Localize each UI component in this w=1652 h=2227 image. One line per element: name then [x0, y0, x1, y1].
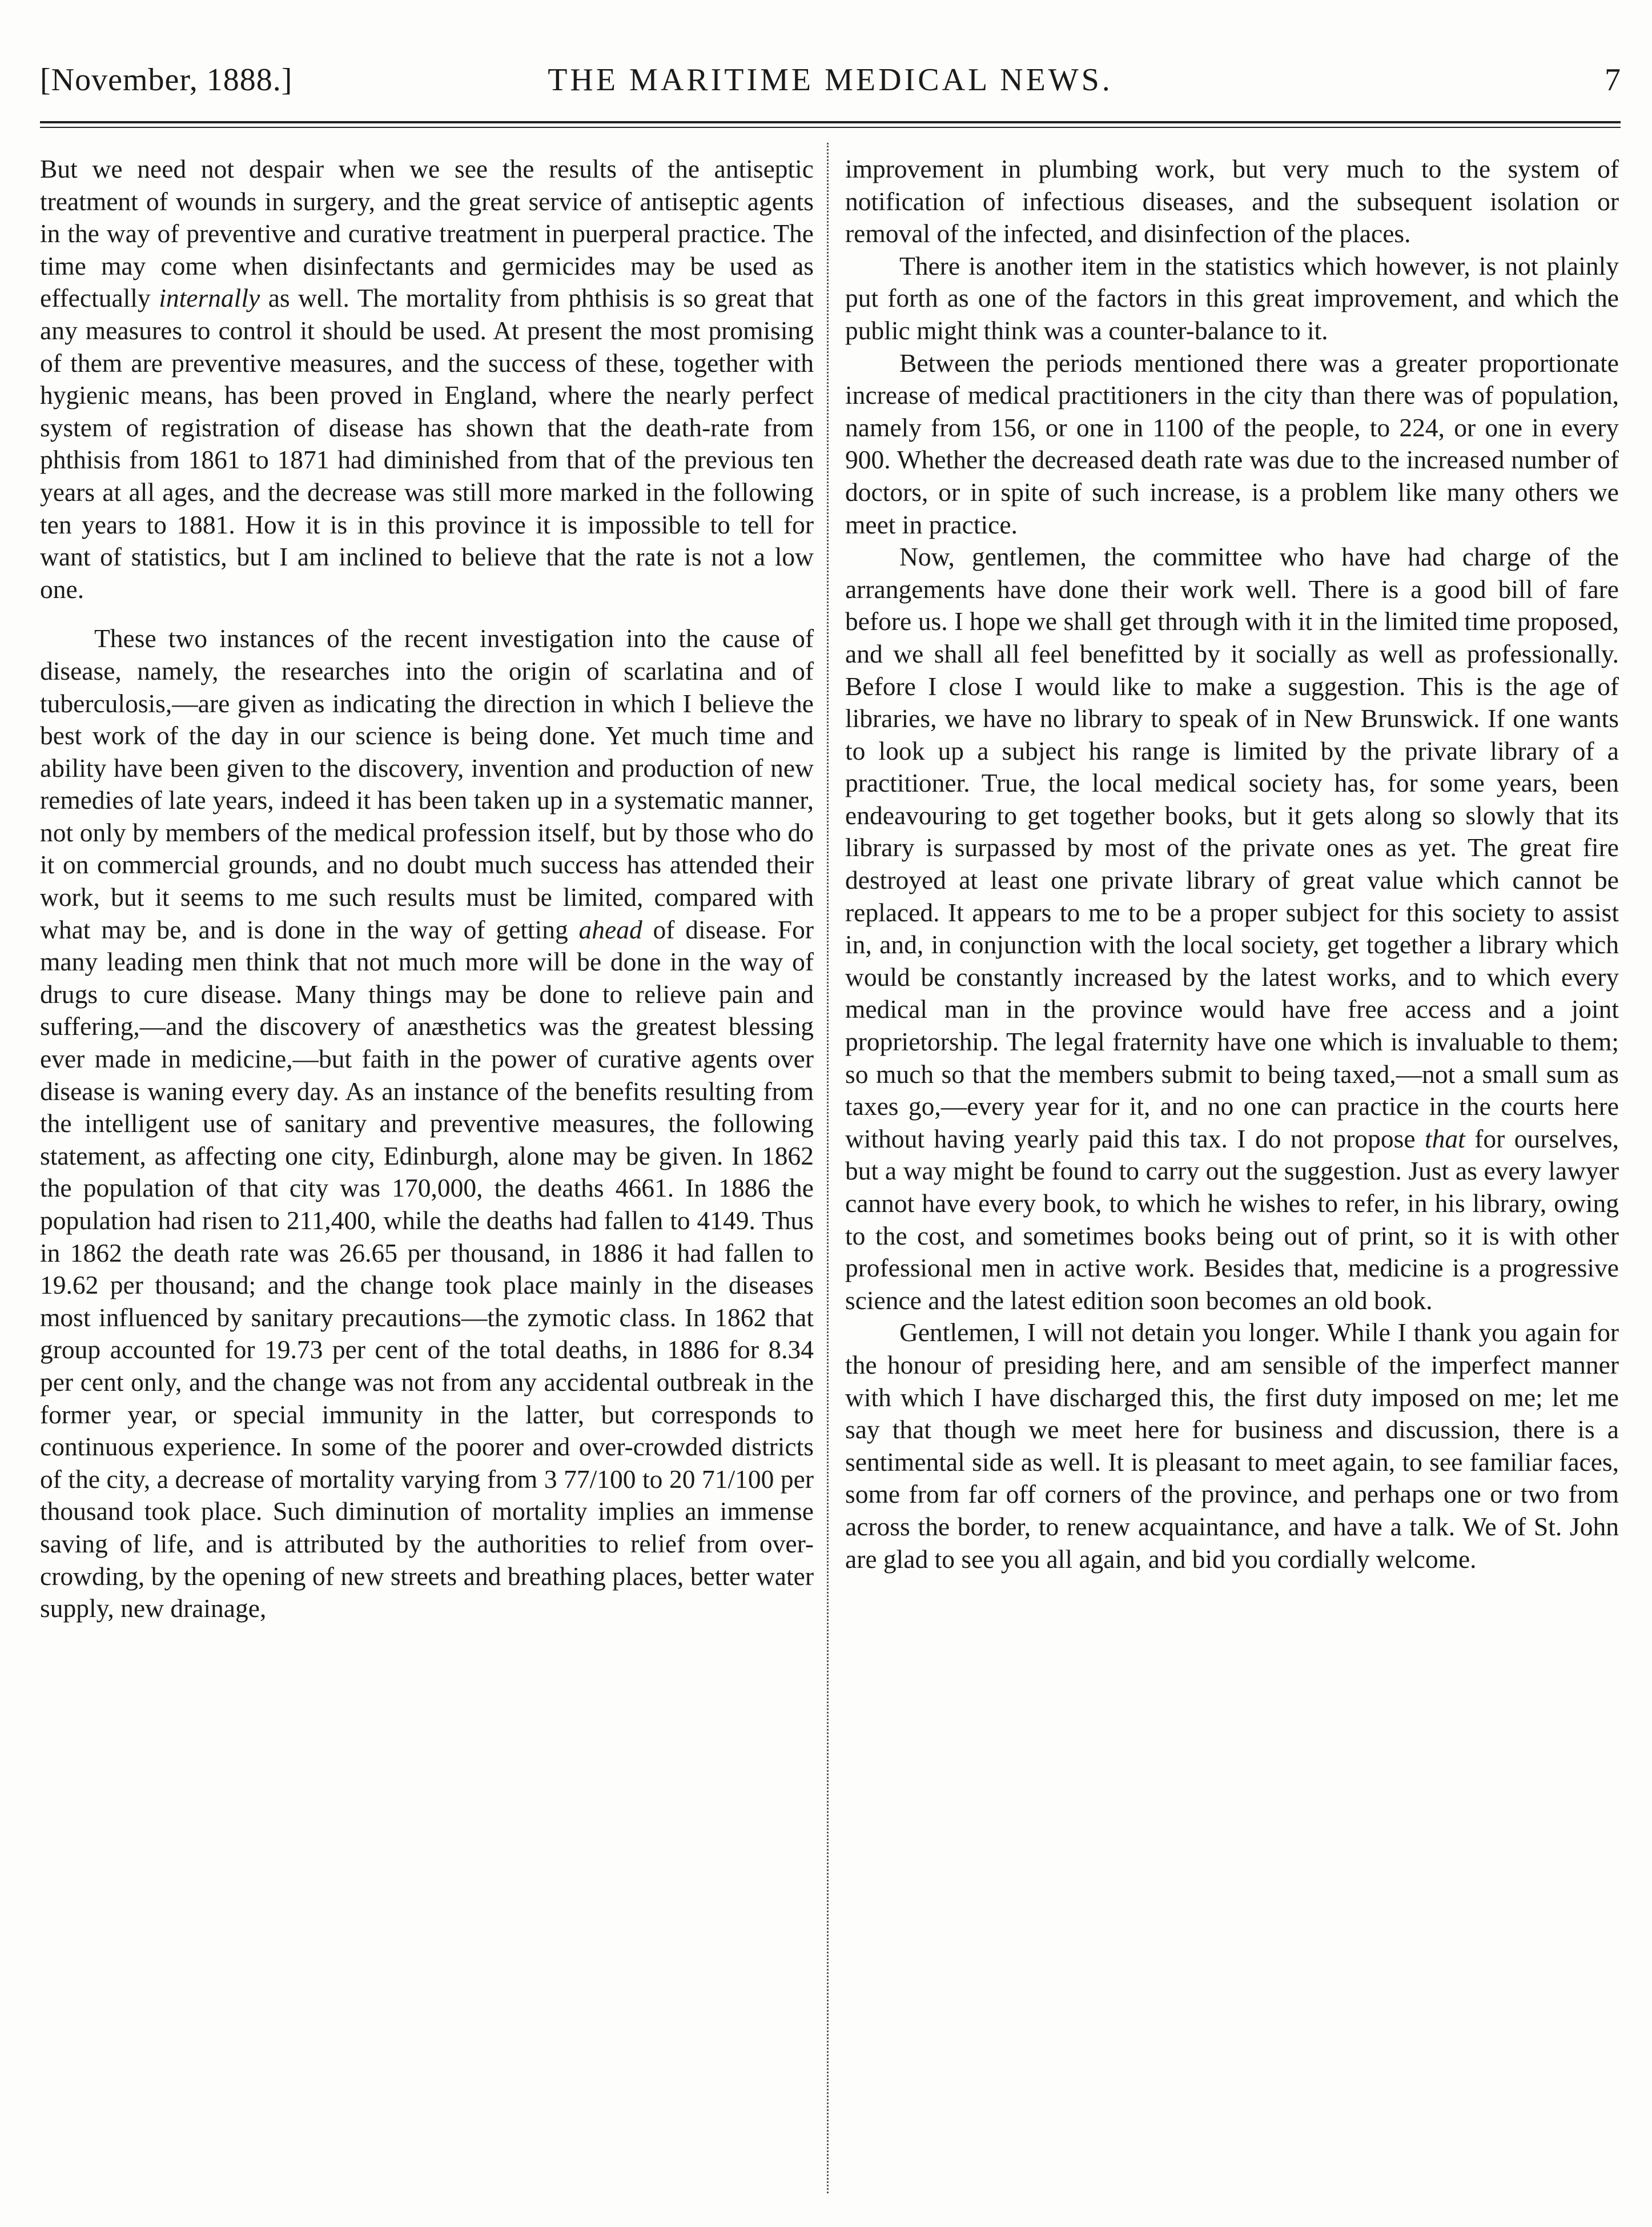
paragraph: These two instances of the recent investigation into the cause of disease, namely, the researches into the origin of scarlatina and of tuberculosis,—are given as indicating the direction in which I believe the best work of the day in our science is being done. Yet much time and ability have been given to the discovery, invention and production of new remedies of late years, indeed it has been taken up in a systematic manner, not only by members of the medical profession itself, but by those who do it on commercial grounds, and no doubt much success has attended their work, but it seems to me such results must be limited, compared with what may be, and is done in the way of getting ahead of disease. For many leading men think that not much more will be done in the way of drugs to cure disease. Many things may be done to relieve pain and suffering,—and the discovery of anæsthetics was the greatest blessing ever made in medicine,—but faith in the power of curative agents over disease is waning every day. As an instance of the benefits resulting from the intelligent use of sanitary and preventive measures, the following statement, as affecting one city, Edinburgh, alone may be given. In 1862 the population of that city was 170,000, the deaths 4661. In 1886 the population had risen to 211,400, while the deaths had fallen to 4149. Thus in 1862 the death rate was 26.65 per thousand, in 1886 it had fallen to 19.62 per thousand; and the change took place mainly in the diseases most influenced by sanitary precautions—the zymotic class. In 1862 that group accounted for 19.73 per cent of the total deaths, in 1886 for 8.34 per cent only, and the change was not from any accidental outbreak in the former year, or special immunity in the latter, but corresponds to continuous experience. In some of the poorer and over-crowded districts of the city, a decrease of mortality varying from 3 77/100 to 20 71/100 per thousand took place. Such diminution of mortality implies an immense saving of life, and is attributed by the authorities to relief from over-crowding, by the opening of new streets and breathing places, better water supply, new drainage,: [40, 624, 814, 1623]
header-rule-thin: [40, 127, 1621, 128]
issue-date: [November, 1888.]: [40, 62, 293, 98]
left-column: [40, 153, 814, 1625]
running-header: [40, 57, 1621, 103]
paragraph: Between the periods mentioned there was a greater proportionate increase of medical practitioners in the city than there was of population, namely from 156, or one in 1100 of the people, to 224, or one in every 900. Whether the decreased death rate was due to the increased number of doctors, or in spite of such increase, is a problem like many others we meet in practice.: [845, 348, 1619, 539]
column-divider: [827, 143, 829, 2193]
paragraph: There is another item in the statistics which however, is not plainly put forth as one of the factors in this great improvement, and which the public might think was a counter-balance to it.: [845, 251, 1619, 345]
page-number: 7: [1605, 62, 1621, 98]
paragraph: But we need not despair when we see the results of the antiseptic treatment of wounds in surgery, and the great service of antiseptic agents in the way of preventive and curative treatment in puerperal practice. The time may come when disinfectants and germicides may be used as effectually internally as well. The mortality from phthisis is so great that any measures to control it should be used. At present the most promising of them are preventive measures, and the success of these, together with hygienic means, has been proved in England, where the nearly perfect system of registration of disease has shown that the death-rate from phthisis from 1861 to 1871 had diminished from that of the previous ten years at all ages, and the decrease was still more marked in the following ten years to 1881. How it is in this province it is impossible to tell for want of statistics, but I am inclined to believe that the rate is not a low one.: [40, 154, 814, 604]
header-rule: [40, 121, 1621, 123]
paragraph: Gentlemen, I will not detain you longer. While I thank you again for the honour of presiding here, and am sensible of the imperfect manner with which I have discharged this, the first duty imposed on me; let me say that though we meet here for business and discussion, there is a sentimental side as well. It is pleasant to meet again, to see familiar faces, some from far off corners of the province, and perhaps one or two from across the border, to renew acquaintance, and have a talk. We of St. John are glad to see you all again, and bid you cordially welcome.: [845, 1318, 1619, 1574]
paragraph: Now, gentlemen, the committee who have had charge of the arrangements have done their work well. There is a good bill of fare before us. I hope we shall get through with it in the limited time proposed, and we shall all feel benefitted by it socially as well as professionally. Before I close I would like to make a suggestion. This is the age of libraries, we have no library to speak of in New Brunswick. If one wants to look up a subject his range is limited by the private library of a practitioner. True, the local medical society has, for some years, been endeavouring to get together books, but it gets along so slowly that its library is surpassed by most of the private ones as yet. The great fire destroyed at least one private library of great value which cannot be replaced. It appears to me to be a proper subject for this society to assist in, and, in conjunction with the local society, get together a library which would be constantly increased by the latest works, and to which every medical man in the province would have free access and a joint proprietorship. The legal fraternity have one which is invaluable to them; so much so that the members submit to being taxed,—not a small sum as taxes go,—every year for it, and no one can practice in the courts here without having yearly paid this tax. I do not propose that for ourselves, but a way might be found to carry out the suggestion. Just as every lawyer cannot have every book, to which he wishes to refer, in his library, owing to the cost, and sometimes books being out of print, so it is with other professional men in active work. Besides that, medicine is a progressive science and the latest edition soon becomes an old book.: [845, 542, 1619, 1315]
right-column: [845, 153, 1619, 1575]
journal-title: THE MARITIME MEDICAL NEWS.: [548, 62, 1113, 98]
paragraph: improvement in plumbing work, but very much to the system of notification of infectious diseases, and the subsequent isolation or removal of the infected, and disinfection of the places.: [845, 154, 1619, 248]
